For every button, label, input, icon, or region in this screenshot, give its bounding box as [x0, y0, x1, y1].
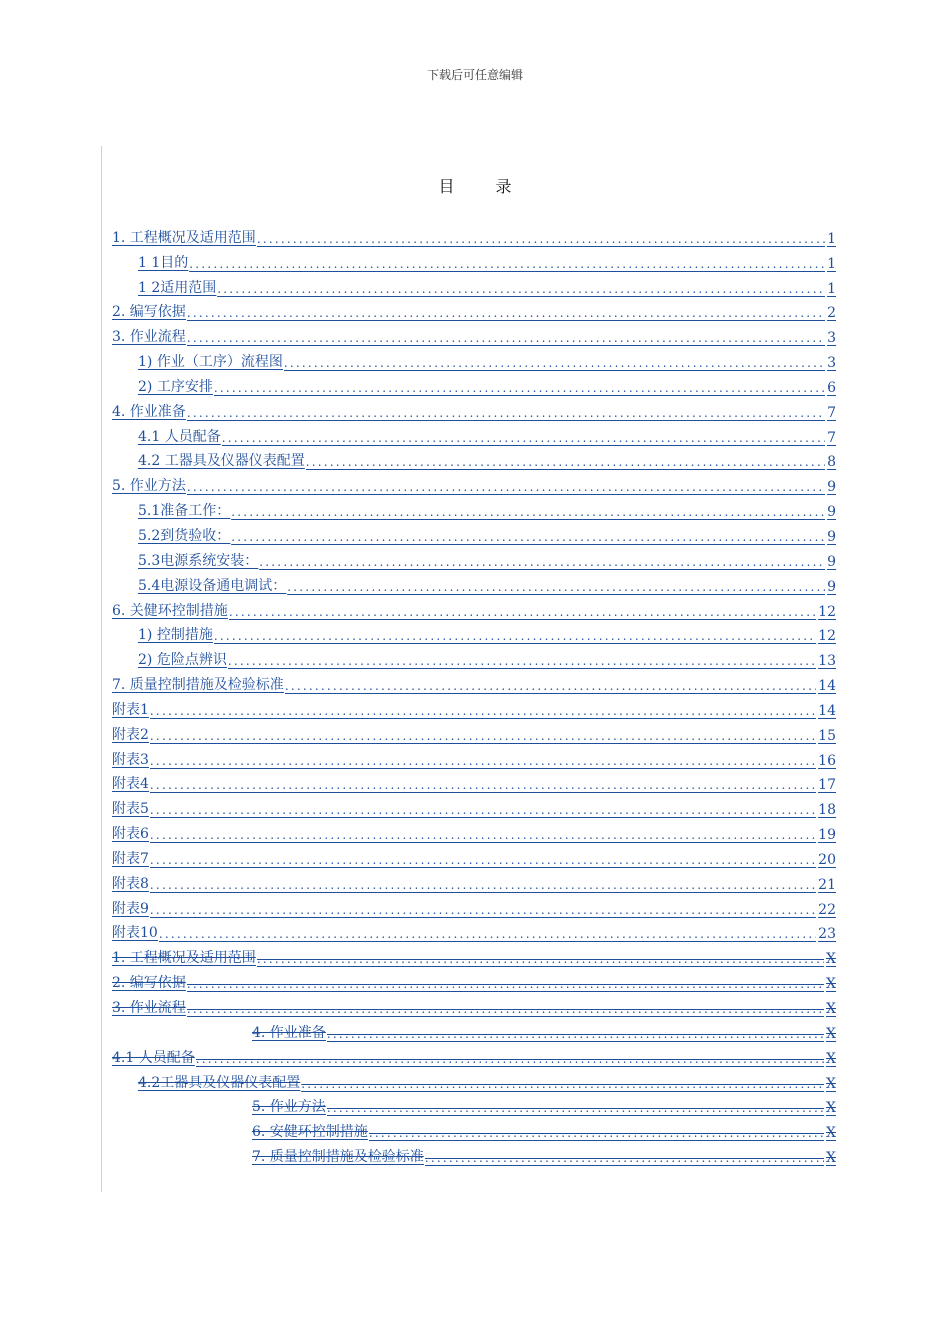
toc-leader-dots — [196, 1052, 824, 1067]
toc-leader-dots — [187, 331, 825, 346]
toc-leader-dots — [150, 729, 816, 744]
toc-entry-page-number: 7 — [827, 404, 836, 421]
toc-entry-page-number: 6 — [827, 379, 836, 396]
toc-entry[interactable] — [112, 1141, 836, 1166]
toc-entry-title: 5. 作业方法 — [112, 478, 186, 495]
toc-entry-page-number: 18 — [818, 802, 836, 819]
toc-entry-title: 附表7 — [112, 850, 149, 867]
toc-leader-dots — [284, 356, 825, 371]
toc-leader-dots — [231, 530, 825, 545]
toc-entry-title: 1 1目的 — [138, 254, 189, 271]
toc-entry-page-number: 1 — [827, 230, 836, 247]
toc-entry-page-number: 17 — [818, 777, 836, 794]
toc-leader-dots — [187, 406, 825, 421]
toc-leader-dots — [327, 1101, 824, 1116]
toc-entry[interactable] — [112, 396, 836, 421]
toc-leader-dots — [189, 257, 825, 272]
toc-title: 目 录 — [438, 177, 530, 196]
toc-leader-dots — [150, 853, 816, 868]
toc-entry-page-number: 2 — [827, 305, 836, 322]
toc-entry[interactable] — [112, 769, 836, 794]
toc-leader-dots — [150, 828, 816, 843]
page-header-note: 下载后可任意编辑 — [426, 68, 523, 82]
toc-leader-dots — [217, 282, 825, 297]
toc-entry[interactable] — [112, 1116, 836, 1141]
toc-entry[interactable] — [112, 967, 836, 992]
toc-entry-title: 附表1 — [112, 701, 149, 718]
toc-entry[interactable] — [112, 942, 836, 967]
toc-leader-dots — [150, 803, 816, 818]
toc-leader-dots — [228, 654, 816, 669]
toc-entry[interactable] — [112, 669, 836, 694]
toc-entry-title: 4.1 人员配备 — [138, 428, 221, 445]
toc-entry-page-number: X — [826, 976, 836, 993]
toc-entry-title: 附表8 — [112, 875, 149, 892]
toc-entry-page-number: 12 — [818, 628, 836, 645]
toc-entry-title: 7. 质量控制措施及检验标准 — [252, 1149, 424, 1166]
toc-leader-dots — [287, 580, 825, 595]
toc-entry[interactable] — [112, 222, 836, 247]
toc-leader-dots — [150, 754, 816, 769]
toc-leader-dots — [369, 1126, 824, 1141]
toc-entry-title: 4.2 工器具及仪器仪表配置 — [138, 453, 305, 470]
toc-leader-dots — [257, 952, 824, 967]
toc-leader-dots — [327, 1027, 824, 1042]
toc-entry[interactable] — [112, 843, 836, 868]
toc-entry[interactable] — [112, 446, 836, 471]
toc-entry[interactable] — [112, 346, 836, 371]
toc-entry[interactable] — [112, 297, 836, 322]
toc-entry-title: 5.2到货验收： — [138, 527, 231, 544]
toc-entry-title: 5.3电源系统安装： — [138, 552, 259, 569]
margin-rule — [101, 146, 102, 1192]
toc-entry-page-number: 19 — [818, 827, 836, 844]
toc-entry-title: 3. 作业流程 — [112, 329, 186, 346]
toc-entry-title: 2. 编写依据 — [112, 975, 186, 992]
toc-entry[interactable] — [112, 644, 836, 669]
toc-leader-dots — [214, 381, 825, 396]
toc-entry[interactable] — [112, 321, 836, 346]
toc-entry-page-number: X — [826, 1075, 836, 1092]
toc-entry[interactable] — [112, 595, 836, 620]
toc-entry[interactable] — [112, 1017, 836, 1042]
toc-entry-page-number: 9 — [827, 504, 836, 521]
toc-entry-title: 3. 作业流程 — [112, 1000, 186, 1016]
toc-entry-page-number: 9 — [827, 528, 836, 545]
toc-entry-page-number: 9 — [827, 553, 836, 570]
toc-entry[interactable] — [112, 470, 836, 495]
toc-entry[interactable] — [112, 620, 836, 645]
toc-entry[interactable] — [112, 520, 836, 545]
toc-entry-page-number: 14 — [818, 678, 836, 695]
toc-entry-page-number: 3 — [827, 330, 836, 347]
toc-entry[interactable] — [112, 744, 836, 769]
toc-entry-title: 4. 作业准备 — [252, 1024, 326, 1041]
toc-entry-page-number: X — [826, 1100, 836, 1117]
toc-leader-dots — [150, 704, 816, 719]
toc-entry-title: 附表3 — [112, 751, 149, 768]
toc-entry-title: 附表6 — [112, 826, 149, 843]
toc-entry-page-number: 7 — [827, 429, 836, 446]
toc-entry-page-number: 14 — [818, 702, 836, 719]
toc-entry-title: 6. 安健环控制措施 — [252, 1124, 368, 1141]
toc-entry-page-number: 16 — [818, 752, 836, 769]
toc-entry-page-number: 8 — [827, 454, 836, 471]
toc-entry-page-number: X — [826, 1050, 836, 1067]
toc-entry-title: 2) 工序安排 — [138, 378, 213, 395]
toc-entry[interactable] — [112, 495, 836, 520]
toc-entry[interactable] — [112, 1042, 836, 1067]
toc-entry-page-number: 1 — [827, 280, 836, 297]
toc-entry-page-number: X — [826, 1001, 836, 1017]
toc-entry-page-number: 22 — [818, 901, 836, 918]
toc-entry-title: 5.1准备工作： — [138, 503, 231, 520]
toc-entry-page-number: 3 — [827, 355, 836, 372]
toc-entry[interactable] — [112, 868, 836, 893]
toc-entry-page-number: X — [826, 1025, 836, 1042]
toc-entry-page-number: X — [826, 951, 836, 968]
toc-leader-dots — [187, 977, 824, 992]
toc-leader-dots — [285, 679, 816, 694]
toc-leader-dots — [187, 306, 825, 321]
toc-entry-title: 1) 控制措施 — [138, 627, 213, 644]
toc-entry-title: 附表2 — [112, 726, 149, 743]
toc-leader-dots — [231, 505, 825, 520]
toc-leader-dots — [259, 555, 825, 570]
toc-entry-title: 2. 编写依据 — [112, 304, 186, 321]
toc-entry-title: 5.4电源设备通电调试： — [138, 577, 287, 594]
toc-entry-title: 4.1 人员配备 — [112, 1049, 195, 1066]
toc-entry[interactable] — [112, 694, 836, 719]
toc-entry-title: 6. 关健环控制措施 — [112, 602, 228, 619]
toc-entry-page-number: 1 — [827, 255, 836, 272]
table-of-contents — [112, 222, 836, 1166]
toc-entry-title: 附表9 — [112, 900, 149, 917]
toc-entry-title: 1 2适用范围 — [138, 279, 217, 296]
toc-leader-dots — [150, 778, 816, 793]
toc-entry-page-number: 15 — [818, 727, 836, 744]
toc-entry[interactable] — [112, 1067, 836, 1092]
toc-entry[interactable] — [112, 992, 836, 1017]
toc-entry-title: 1) 作业（工序）流程图 — [138, 354, 283, 371]
toc-entry[interactable] — [112, 570, 836, 595]
toc-leader-dots — [159, 927, 816, 942]
toc-leader-dots — [150, 903, 816, 918]
toc-entry[interactable] — [112, 545, 836, 570]
toc-entry[interactable] — [112, 371, 836, 396]
toc-entry-title: 1. 工程概况及适用范围 — [112, 950, 256, 967]
toc-entry[interactable] — [112, 893, 836, 918]
toc-entry[interactable] — [112, 818, 836, 843]
toc-entry-page-number: 9 — [827, 479, 836, 496]
toc-entry[interactable] — [112, 793, 836, 818]
toc-leader-dots — [187, 1002, 824, 1017]
toc-leader-dots — [425, 1151, 824, 1166]
toc-entry-title: 附表4 — [112, 776, 149, 793]
toc-entry[interactable] — [112, 1092, 836, 1117]
toc-entry[interactable] — [112, 247, 836, 272]
toc-entry-page-number: 12 — [818, 603, 836, 620]
toc-entry[interactable] — [112, 272, 836, 297]
toc-leader-dots — [306, 455, 825, 470]
toc-entry[interactable] — [112, 421, 836, 446]
toc-entry-title: 1. 工程概况及适用范围 — [112, 229, 256, 246]
toc-entry-page-number: X — [826, 1125, 836, 1142]
toc-leader-dots — [222, 431, 825, 446]
toc-entry-title: 5. 作业方法 — [252, 1099, 326, 1116]
toc-leader-dots — [150, 878, 816, 893]
toc-entry-page-number: 20 — [818, 851, 836, 868]
toc-entry-title: 附表10 — [112, 925, 158, 942]
toc-entry-title: 4.2工器具及仪器仪表配置 — [138, 1074, 301, 1091]
toc-entry-page-number: X — [826, 1150, 836, 1167]
toc-entry-title: 7. 质量控制措施及检验标准 — [112, 677, 284, 694]
toc-leader-dots — [229, 605, 816, 620]
toc-entry-page-number: 21 — [818, 876, 836, 893]
toc-entry[interactable] — [112, 719, 836, 744]
toc-leader-dots — [257, 232, 825, 247]
toc-entry-page-number: 23 — [818, 926, 836, 943]
toc-entry-title: 4. 作业准备 — [112, 403, 186, 420]
toc-entry-page-number: 9 — [827, 578, 836, 595]
toc-entry[interactable] — [112, 918, 836, 943]
toc-leader-dots — [214, 629, 816, 644]
toc-leader-dots — [301, 1077, 824, 1092]
toc-entry-title: 2) 危险点辨识 — [138, 652, 227, 669]
toc-entry-page-number: 13 — [818, 653, 836, 670]
toc-entry-title: 附表5 — [112, 801, 149, 818]
toc-leader-dots — [187, 480, 825, 495]
